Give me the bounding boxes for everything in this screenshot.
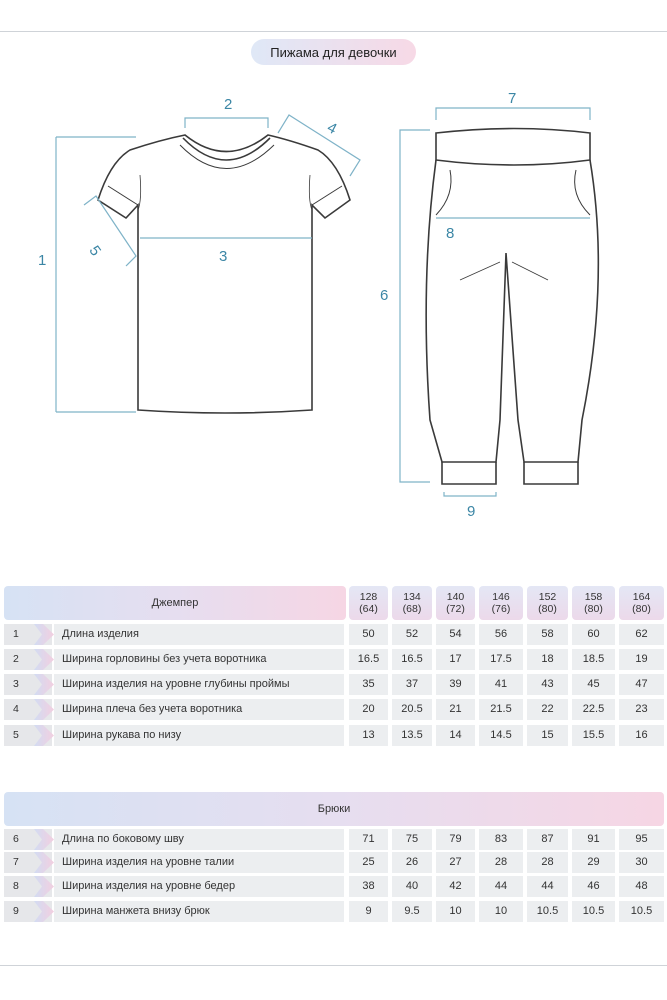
measurement-value: 43	[527, 674, 568, 695]
table-row	[4, 876, 664, 897]
measurement-value: 13.5	[392, 725, 432, 746]
measurement-value: 14	[436, 725, 475, 746]
row-number-cell	[4, 901, 52, 922]
measurement-value: 21	[436, 699, 475, 720]
measurement-value: 48	[619, 876, 664, 897]
measurement-label: Длина по боковому шву	[54, 829, 344, 850]
measurement-label: Ширина плеча без учета воротника	[54, 699, 344, 720]
row-number: 4	[13, 703, 19, 715]
chevron-right-icon	[34, 852, 54, 873]
row-number-cell	[4, 876, 52, 897]
measurement-value: 10	[436, 901, 475, 922]
measurement-value: 26	[392, 852, 432, 873]
row-number-cell	[4, 624, 52, 645]
measurement-label: Ширина изделия на уровне бедер	[54, 876, 344, 897]
measurement-value: 25	[349, 852, 388, 873]
measurement-value: 18.5	[572, 649, 615, 670]
dim-label-3: 3	[219, 248, 228, 265]
measurement-value: 16.5	[349, 649, 388, 670]
table-row	[4, 699, 664, 720]
measurement-value: 27	[436, 852, 475, 873]
measurement-value: 83	[479, 829, 523, 850]
dim-label-2: 2	[224, 96, 233, 113]
measurement-value: 56	[479, 624, 523, 645]
measurement-value: 15	[527, 725, 568, 746]
dim-label-8: 8	[446, 225, 455, 242]
measurement-value: 22.5	[572, 699, 615, 720]
size-column-header: 152 (80)	[527, 586, 568, 620]
measurement-value: 54	[436, 624, 475, 645]
measurement-value: 42	[436, 876, 475, 897]
measurement-value: 10	[479, 901, 523, 922]
measurement-label: Ширина горловины без учета воротника	[54, 649, 344, 670]
measurement-value: 52	[392, 624, 432, 645]
dim-label-5: 5	[85, 242, 105, 260]
measurement-value: 35	[349, 674, 388, 695]
measurement-value: 38	[349, 876, 388, 897]
measurement-value: 14.5	[479, 725, 523, 746]
row-number: 7	[13, 856, 19, 868]
shirt-dimension-lines	[56, 115, 360, 412]
chevron-right-icon	[34, 649, 54, 670]
garment-drawing	[0, 70, 667, 530]
measurement-value: 46	[572, 876, 615, 897]
size-column-header: 158 (80)	[572, 586, 615, 620]
measurement-value: 45	[572, 674, 615, 695]
row-number: 2	[13, 653, 19, 665]
row-number: 1	[13, 628, 19, 640]
chevron-right-icon	[34, 699, 54, 720]
measurement-value: 29	[572, 852, 615, 873]
chevron-right-icon	[34, 674, 54, 695]
table-row	[4, 649, 664, 670]
pants-illustration	[426, 129, 598, 485]
measurement-value: 20	[349, 699, 388, 720]
measurement-value: 22	[527, 699, 568, 720]
row-number: 9	[13, 905, 19, 917]
chevron-right-icon	[34, 876, 54, 897]
dim-label-4: 4	[324, 119, 340, 138]
page-title: Пижама для девочки	[251, 39, 416, 65]
measurement-value: 9.5	[392, 901, 432, 922]
measurement-value: 19	[619, 649, 664, 670]
measurement-value: 13	[349, 725, 388, 746]
row-number-cell	[4, 725, 52, 746]
measurement-value: 71	[349, 829, 388, 850]
dim-label-9: 9	[467, 503, 476, 520]
measurement-value: 21.5	[479, 699, 523, 720]
table-row	[4, 852, 664, 873]
row-number: 8	[13, 880, 19, 892]
measurement-value: 50	[349, 624, 388, 645]
measurement-value: 41	[479, 674, 523, 695]
measurement-value: 47	[619, 674, 664, 695]
measurement-value: 20.5	[392, 699, 432, 720]
measurement-value: 28	[527, 852, 568, 873]
shirt-illustration	[98, 135, 350, 413]
measurement-label: Длина изделия	[54, 624, 344, 645]
jumper-section-header: Джемпер	[4, 586, 346, 620]
measurement-value: 23	[619, 699, 664, 720]
measurement-value: 60	[572, 624, 615, 645]
measurement-value: 62	[619, 624, 664, 645]
measurement-value: 75	[392, 829, 432, 850]
measurement-label: Ширина изделия на уровне глубины проймы	[54, 674, 344, 695]
measurement-value: 17.5	[479, 649, 523, 670]
measurement-value: 9	[349, 901, 388, 922]
table-row	[4, 674, 664, 695]
size-column-header: 140 (72)	[436, 586, 475, 620]
measurement-value: 95	[619, 829, 664, 850]
measurement-value: 18	[527, 649, 568, 670]
row-number-cell	[4, 829, 52, 850]
pants-dimension-lines	[400, 108, 590, 496]
measurement-value: 40	[392, 876, 432, 897]
measurement-value: 79	[436, 829, 475, 850]
chevron-right-icon	[34, 829, 54, 850]
measurement-label: Ширина рукава по низу	[54, 725, 344, 746]
table-row	[4, 624, 664, 645]
measurement-value: 30	[619, 852, 664, 873]
measurement-value: 17	[436, 649, 475, 670]
measurement-value: 15.5	[572, 725, 615, 746]
table-row	[4, 829, 664, 850]
measurement-value: 16.5	[392, 649, 432, 670]
measurement-value: 10.5	[619, 901, 664, 922]
measurement-value: 58	[527, 624, 568, 645]
row-number-cell	[4, 699, 52, 720]
table-row	[4, 901, 664, 922]
dim-label-7: 7	[508, 90, 517, 107]
measurement-value: 87	[527, 829, 568, 850]
dim-label-1: 1	[38, 252, 47, 269]
chevron-right-icon	[34, 901, 54, 922]
size-column-header: 134 (68)	[392, 586, 432, 620]
measurement-value: 10.5	[572, 901, 615, 922]
dim-label-6: 6	[380, 287, 389, 304]
measurement-value: 44	[479, 876, 523, 897]
measurement-value: 16	[619, 725, 664, 746]
measurement-value: 37	[392, 674, 432, 695]
row-number: 3	[13, 678, 19, 690]
table-row	[4, 725, 664, 746]
pants-section-header: Брюки	[4, 792, 664, 826]
measurement-value: 91	[572, 829, 615, 850]
row-number-cell	[4, 649, 52, 670]
measurement-value: 10.5	[527, 901, 568, 922]
chevron-right-icon	[34, 725, 54, 746]
measurement-value: 39	[436, 674, 475, 695]
row-number: 5	[13, 729, 19, 741]
size-column-header: 128 (64)	[349, 586, 388, 620]
size-column-header: 164 (80)	[619, 586, 664, 620]
measurement-label: Ширина изделия на уровне талии	[54, 852, 344, 873]
row-number: 6	[13, 833, 19, 845]
measurement-value: 44	[527, 876, 568, 897]
chevron-right-icon	[34, 624, 54, 645]
measurement-value: 28	[479, 852, 523, 873]
size-column-header: 146 (76)	[479, 586, 523, 620]
row-number-cell	[4, 852, 52, 873]
row-number-cell	[4, 674, 52, 695]
measurement-label: Ширина манжета внизу брюк	[54, 901, 344, 922]
